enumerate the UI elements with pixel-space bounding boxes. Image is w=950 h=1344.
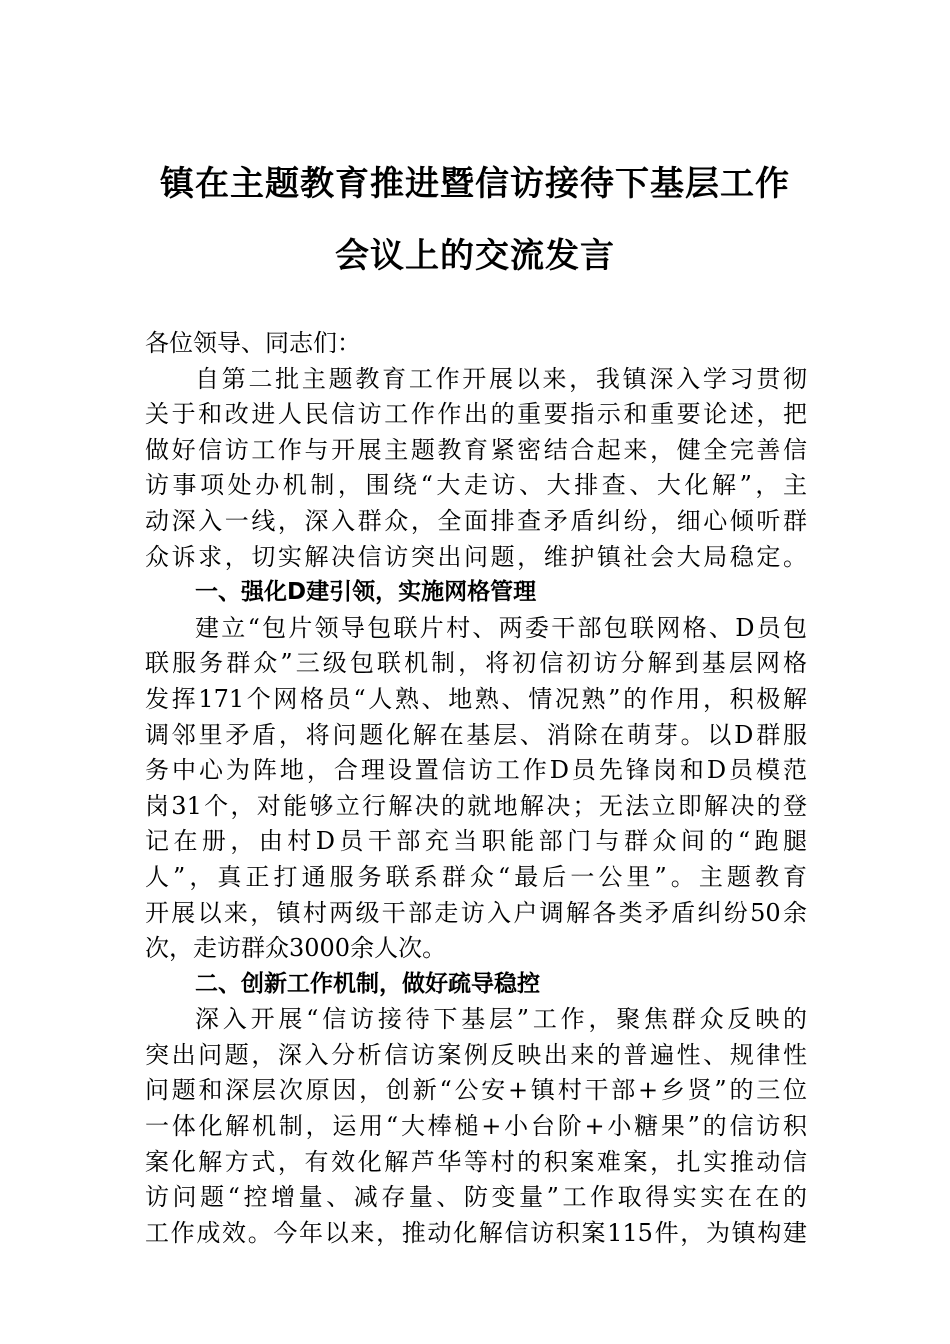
paragraph-line: 工作成效。今年以来，推动化解信访积案115件，为镇构建 [145, 1218, 807, 1247]
paragraph-line: 问题和深层次原因，创新“公安+镇村干部+乡贤”的三位 [145, 1076, 807, 1105]
salutation: 各位领导、同志们： [145, 329, 361, 357]
paragraph-line: 岗31个，对能够立行解决的就地解决；无法立即解决的登 [145, 791, 807, 820]
paragraph-line: 建立“包片领导包联片村、两委干部包联网格、D员包 [195, 613, 807, 642]
paragraph-line: 案化解方式，有效化解芦华等村的积案难案，扎实推动信 [145, 1147, 807, 1176]
paragraph-line: 关于和改进人民信访工作作出的重要指示和重要论述，把 [145, 400, 807, 429]
paragraph-line: 自第二批主题教育工作开展以来，我镇深入学习贯彻 [195, 364, 807, 393]
paragraph-line: 访事项处办机制，围绕“大走访、大排查、大化解”，主 [145, 471, 807, 500]
paragraph-line: 发挥171个网格员“人熟、地熟、情况熟”的作用，积极解 [145, 684, 807, 713]
paragraph-line: 访问题“控增量、减存量、防变量”工作取得实实在在的 [145, 1183, 807, 1212]
paragraph-line: 深入开展“信访接待下基层”工作，聚焦群众反映的 [195, 1005, 807, 1034]
paragraph-line: 突出问题，深入分析信访案例反映出来的普遍性、规律性 [145, 1040, 807, 1069]
paragraph-line: 记在册，由村D员干部充当职能部门与群众间的“跑腿 [145, 827, 807, 856]
paragraph-1 [145, 362, 807, 576]
document-title-line-2: 会议上的交流发言 [335, 236, 615, 276]
section-heading-1: 一、强化D建引领，实施网格管理 [195, 579, 537, 606]
paragraph-line: 调邻里矛盾，将问题化解在基层、消除在萌芽。以D群服 [145, 720, 807, 749]
paragraph-line: 动深入一线，深入群众，全面排查矛盾纠纷，细心倾听群 [145, 506, 807, 535]
paragraph-line: 人”，真正打通服务联系群众“最后一公里”。主题教育 [145, 862, 807, 891]
paragraph-line: 开展以来，镇村两级干部走访入户调解各类矛盾纠纷50余 [145, 898, 807, 927]
paragraph-2 [145, 611, 807, 967]
paragraph-line: 联服务群众”三级包联机制，将初信初访分解到基层网格 [145, 649, 807, 678]
section-heading-2: 二、创新工作机制，做好疏导稳控 [195, 970, 540, 997]
paragraph-line: 做好信访工作与开展主题教育紧密结合起来，健全完善信 [145, 435, 807, 464]
paragraph-line-last: 次，走访群众3000余人次。 [145, 934, 447, 963]
document-body [145, 326, 807, 1251]
paragraph-line: 务中心为阵地，合理设置信访工作D员先锋岗和D员模范 [145, 756, 807, 785]
paragraph-3 [145, 1002, 807, 1251]
document-title-line-1: 镇在主题教育推进暨信访接待下基层工作 [160, 164, 790, 204]
paragraph-line: 一体化解机制，运用“大棒槌+小台阶+小糖果”的信访积 [145, 1112, 807, 1141]
paragraph-line: 众诉求，切实解决信访突出问题，维护镇社会大局稳定。 [145, 542, 807, 571]
